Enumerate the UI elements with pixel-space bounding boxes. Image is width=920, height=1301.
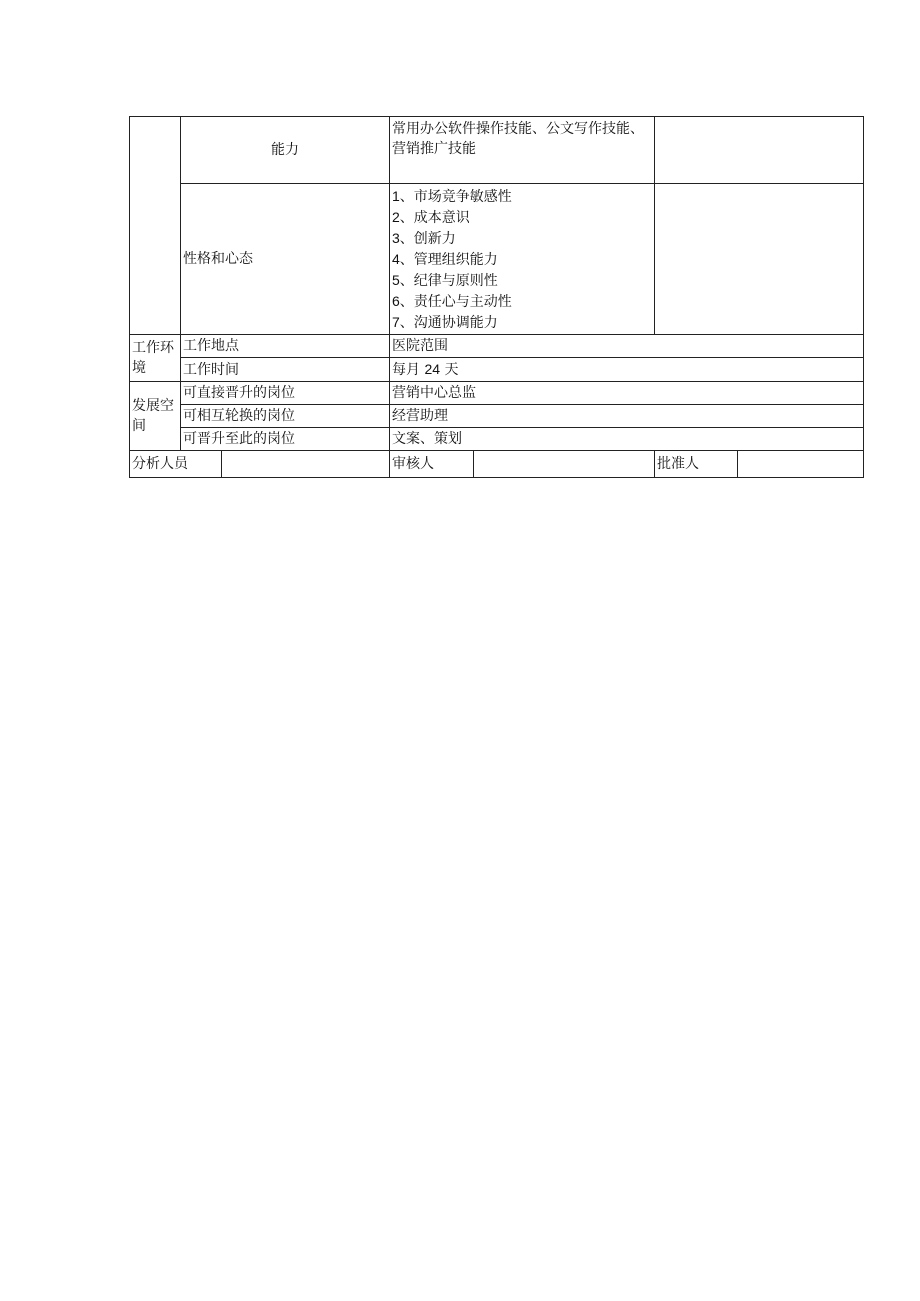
- personality-label: 性格和心态: [181, 184, 390, 335]
- reviewer-value: [474, 451, 655, 478]
- personality-row: [130, 184, 864, 335]
- development-label: 发展空间: [130, 382, 181, 451]
- approver-label: 批准人: [655, 451, 738, 478]
- list-item: 6、责任心与主动性: [392, 293, 512, 310]
- from-row: [130, 428, 864, 451]
- work-location-label: 工作地点: [181, 335, 390, 358]
- rotate-label: 可相互轮换的岗位: [181, 405, 390, 428]
- from-value: 文案、策划: [390, 428, 864, 451]
- job-description-table: [129, 116, 864, 478]
- approver-value: [738, 451, 864, 478]
- ability-label: 能力: [181, 117, 390, 184]
- list-item: 4、管理组织能力: [392, 251, 498, 268]
- work-time-value: 每月 24 天: [390, 358, 864, 382]
- ability-row: [130, 117, 864, 184]
- signature-row: [130, 451, 864, 478]
- work-time-row: [130, 358, 864, 382]
- list-item: 3、创新力: [392, 230, 456, 247]
- reviewer-label: 审核人: [390, 451, 474, 478]
- ability-remark: [655, 117, 864, 184]
- personality-remark: [655, 184, 864, 335]
- work-time-label: 工作时间: [181, 358, 390, 382]
- blank-category-cell: [130, 117, 181, 335]
- promote-row: [130, 382, 864, 405]
- rotate-row: [130, 405, 864, 428]
- promote-label: 可直接晋升的岗位: [181, 382, 390, 405]
- promote-value: 营销中心总监: [390, 382, 864, 405]
- analyst-label: 分析人员: [130, 451, 222, 478]
- list-item: 5、纪律与原则性: [392, 272, 498, 289]
- personality-list: [390, 184, 655, 335]
- list-item: 1、市场竞争敏感性: [392, 188, 512, 205]
- ability-content: 常用办公软件操作技能、公文写作技能、营销推广技能: [390, 117, 655, 184]
- list-item: 7、沟通协调能力: [392, 314, 498, 331]
- list-item: 2、成本意识: [392, 209, 470, 226]
- analyst-value: [222, 451, 390, 478]
- work-location-value: 医院范围: [390, 335, 864, 358]
- rotate-value: 经营助理: [390, 405, 864, 428]
- work-location-row: [130, 335, 864, 358]
- work-env-label: 工作环境: [130, 335, 181, 382]
- from-label: 可晋升至此的岗位: [181, 428, 390, 451]
